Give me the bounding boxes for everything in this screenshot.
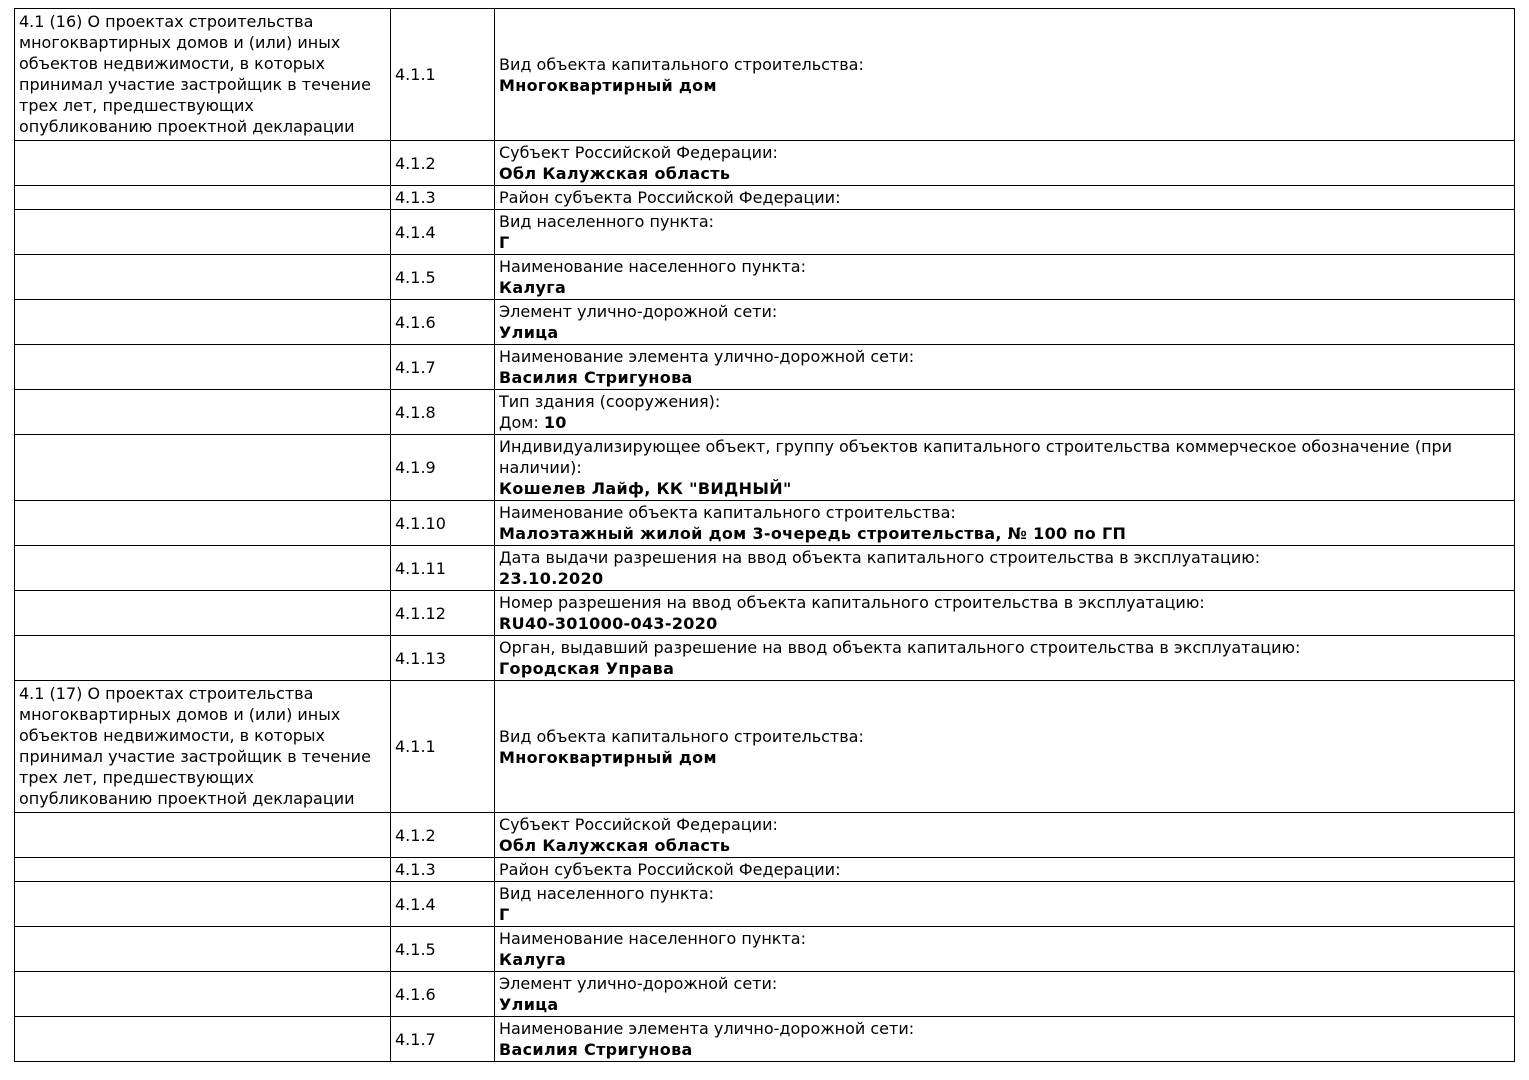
table-row [15, 972, 1515, 1017]
empty-cell [15, 927, 391, 972]
row-code-cell: 4.1.2 [391, 141, 495, 186]
row-code-cell: 4.1.11 [391, 546, 495, 591]
field-label: Вид населенного пункта: [499, 212, 715, 231]
row-code-cell: 4.1.9 [391, 435, 495, 501]
table-row [15, 882, 1515, 927]
row-code-cell: 4.1.12 [391, 591, 495, 636]
field-label: Субъект Российской Федерации: [499, 143, 778, 162]
field-value: Василия Стригунова [499, 368, 693, 387]
row-code-cell: 4.1.2 [391, 813, 495, 858]
field-label: Тип здания (сооружения): [499, 392, 721, 411]
field-value: Г [499, 905, 510, 924]
row-content-cell [495, 345, 1515, 390]
empty-cell [15, 858, 391, 882]
field-value-line [499, 478, 1510, 499]
row-content-cell [495, 141, 1515, 186]
table-row [15, 345, 1515, 390]
field-value-line [499, 994, 1510, 1015]
field-value-line [499, 904, 1510, 925]
field-value-prefix: Дом: [499, 413, 544, 432]
row-code-cell: 4.1.6 [391, 300, 495, 345]
field-label: Субъект Российской Федерации: [499, 815, 778, 834]
field-value-line [499, 568, 1510, 589]
field-value-line [499, 75, 1510, 96]
table-row [15, 1017, 1515, 1062]
row-content-cell [495, 255, 1515, 300]
row-code-cell: 4.1.1 [391, 681, 495, 813]
section-description-cell: 4.1 (16) О проектах строительства многоквартирных домов и (или) иных объектов недвижимости, в которых принимал участие застройщик в течение трех лет, предшествующих опубликованию проектной декларации [15, 9, 391, 141]
empty-cell [15, 813, 391, 858]
field-label: Наименование элемента улично-дорожной сети: [499, 347, 915, 366]
field-value-line [499, 232, 1510, 253]
field-value: Улица [499, 323, 559, 342]
empty-cell [15, 591, 391, 636]
field-value-line [499, 835, 1510, 856]
field-value: Улица [499, 995, 559, 1014]
field-label: Район субъекта Российской Федерации: [499, 188, 841, 207]
row-code-cell: 4.1.6 [391, 972, 495, 1017]
field-label: Орган, выдавший разрешение на ввод объекта капитального строительства в эксплуатацию: [499, 638, 1301, 657]
field-value-line [499, 277, 1510, 298]
table-row [15, 501, 1515, 546]
row-content-cell [495, 681, 1515, 813]
field-label: Наименование населенного пункта: [499, 257, 806, 276]
row-code-cell: 4.1.7 [391, 1017, 495, 1062]
table-row [15, 681, 1515, 813]
field-value-line [499, 163, 1510, 184]
field-label: Наименование объекта капитального строительства: [499, 503, 956, 522]
field-label: Наименование населенного пункта: [499, 929, 806, 948]
row-content-cell [495, 972, 1515, 1017]
row-content-cell [495, 210, 1515, 255]
row-content-cell [495, 300, 1515, 345]
field-value: 23.10.2020 [499, 569, 604, 588]
table-row [15, 9, 1515, 141]
row-content-cell [495, 546, 1515, 591]
field-label: Элемент улично-дорожной сети: [499, 302, 778, 321]
row-content-cell [495, 927, 1515, 972]
empty-cell [15, 972, 391, 1017]
row-content-cell [495, 1017, 1515, 1062]
field-label: Вид объекта капитального строительства: [499, 54, 864, 74]
field-value: Многоквартирный дом [499, 75, 717, 95]
row-code-cell: 4.1.3 [391, 186, 495, 210]
table-row [15, 858, 1515, 882]
empty-cell [15, 186, 391, 210]
empty-cell [15, 141, 391, 186]
field-value: Калуга [499, 278, 567, 297]
table-row [15, 927, 1515, 972]
field-value-line [499, 747, 1510, 768]
field-value-line [499, 322, 1510, 343]
field-value: Обл Калужская область [499, 836, 731, 855]
empty-cell [15, 345, 391, 390]
field-label: Номер разрешения на ввод объекта капитального строительства в эксплуатацию: [499, 593, 1205, 612]
empty-cell [15, 546, 391, 591]
field-label: Наименование элемента улично-дорожной сети: [499, 1019, 915, 1038]
field-value: Василия Стригунова [499, 1040, 693, 1059]
row-code-cell: 4.1.5 [391, 255, 495, 300]
section-description-cell: 4.1 (17) О проектах строительства многоквартирных домов и (или) иных объектов недвижимости, в которых принимал участие застройщик в течение трех лет, предшествующих опубликованию проектной декларации [15, 681, 391, 813]
table-row [15, 813, 1515, 858]
empty-cell [15, 390, 391, 435]
row-content-cell [495, 186, 1515, 210]
table-row [15, 255, 1515, 300]
table-row [15, 591, 1515, 636]
field-label: Вид объекта капитального строительства: [499, 726, 864, 746]
field-value-line [499, 367, 1510, 388]
table-row [15, 210, 1515, 255]
row-code-cell: 4.1.3 [391, 858, 495, 882]
row-code-cell: 4.1.8 [391, 390, 495, 435]
table-row [15, 546, 1515, 591]
field-value-line [499, 523, 1510, 544]
row-content-cell [495, 813, 1515, 858]
table-row [15, 186, 1515, 210]
row-code-cell: 4.1.4 [391, 882, 495, 927]
field-value: Городская Управа [499, 659, 675, 678]
empty-cell [15, 501, 391, 546]
field-value: Калуга [499, 950, 567, 969]
field-label: Элемент улично-дорожной сети: [499, 974, 778, 993]
row-code-cell: 4.1.5 [391, 927, 495, 972]
row-code-cell: 4.1.13 [391, 636, 495, 681]
field-label: Дата выдачи разрешения на ввод объекта капитального строительства в эксплуатацию: [499, 548, 1261, 567]
field-value: Г [499, 233, 510, 252]
row-content-cell [495, 882, 1515, 927]
row-code-cell: 4.1.1 [391, 9, 495, 141]
empty-cell [15, 210, 391, 255]
table-row [15, 435, 1515, 501]
field-value: Многоквартирный дом [499, 747, 717, 767]
row-content-cell [495, 636, 1515, 681]
table-row [15, 390, 1515, 435]
field-value-line [499, 1039, 1510, 1060]
field-label: Индивидуализирующее объект, группу объектов капитального строительства коммерческое обозначение (при наличии): [499, 437, 1453, 477]
row-content-cell [495, 435, 1515, 501]
row-content-cell [495, 501, 1515, 546]
row-content-cell [495, 9, 1515, 141]
row-code-cell: 4.1.7 [391, 345, 495, 390]
field-label: Район субъекта Российской Федерации: [499, 860, 841, 879]
declaration-table [14, 8, 1515, 1062]
field-value-line [499, 412, 1510, 433]
declaration-table-body [15, 9, 1515, 1062]
empty-cell [15, 255, 391, 300]
empty-cell [15, 882, 391, 927]
field-label: Вид населенного пункта: [499, 884, 715, 903]
empty-cell [15, 1017, 391, 1062]
field-value-line [499, 949, 1510, 970]
row-code-cell: 4.1.10 [391, 501, 495, 546]
table-row [15, 300, 1515, 345]
row-content-cell [495, 858, 1515, 882]
empty-cell [15, 435, 391, 501]
table-row [15, 636, 1515, 681]
field-value: RU40-301000-043-2020 [499, 614, 718, 633]
field-value: Обл Калужская область [499, 164, 731, 183]
row-content-cell [495, 591, 1515, 636]
row-content-cell [495, 390, 1515, 435]
table-row [15, 141, 1515, 186]
field-value: Малоэтажный жилой дом 3-очередь строительства, № 100 по ГП [499, 524, 1127, 543]
empty-cell [15, 300, 391, 345]
field-value-line [499, 658, 1510, 679]
field-value: Кошелев Лайф, КК "ВИДНЫЙ" [499, 479, 792, 498]
field-value: 10 [543, 413, 567, 432]
row-code-cell: 4.1.4 [391, 210, 495, 255]
empty-cell [15, 636, 391, 681]
field-value-line [499, 613, 1510, 634]
